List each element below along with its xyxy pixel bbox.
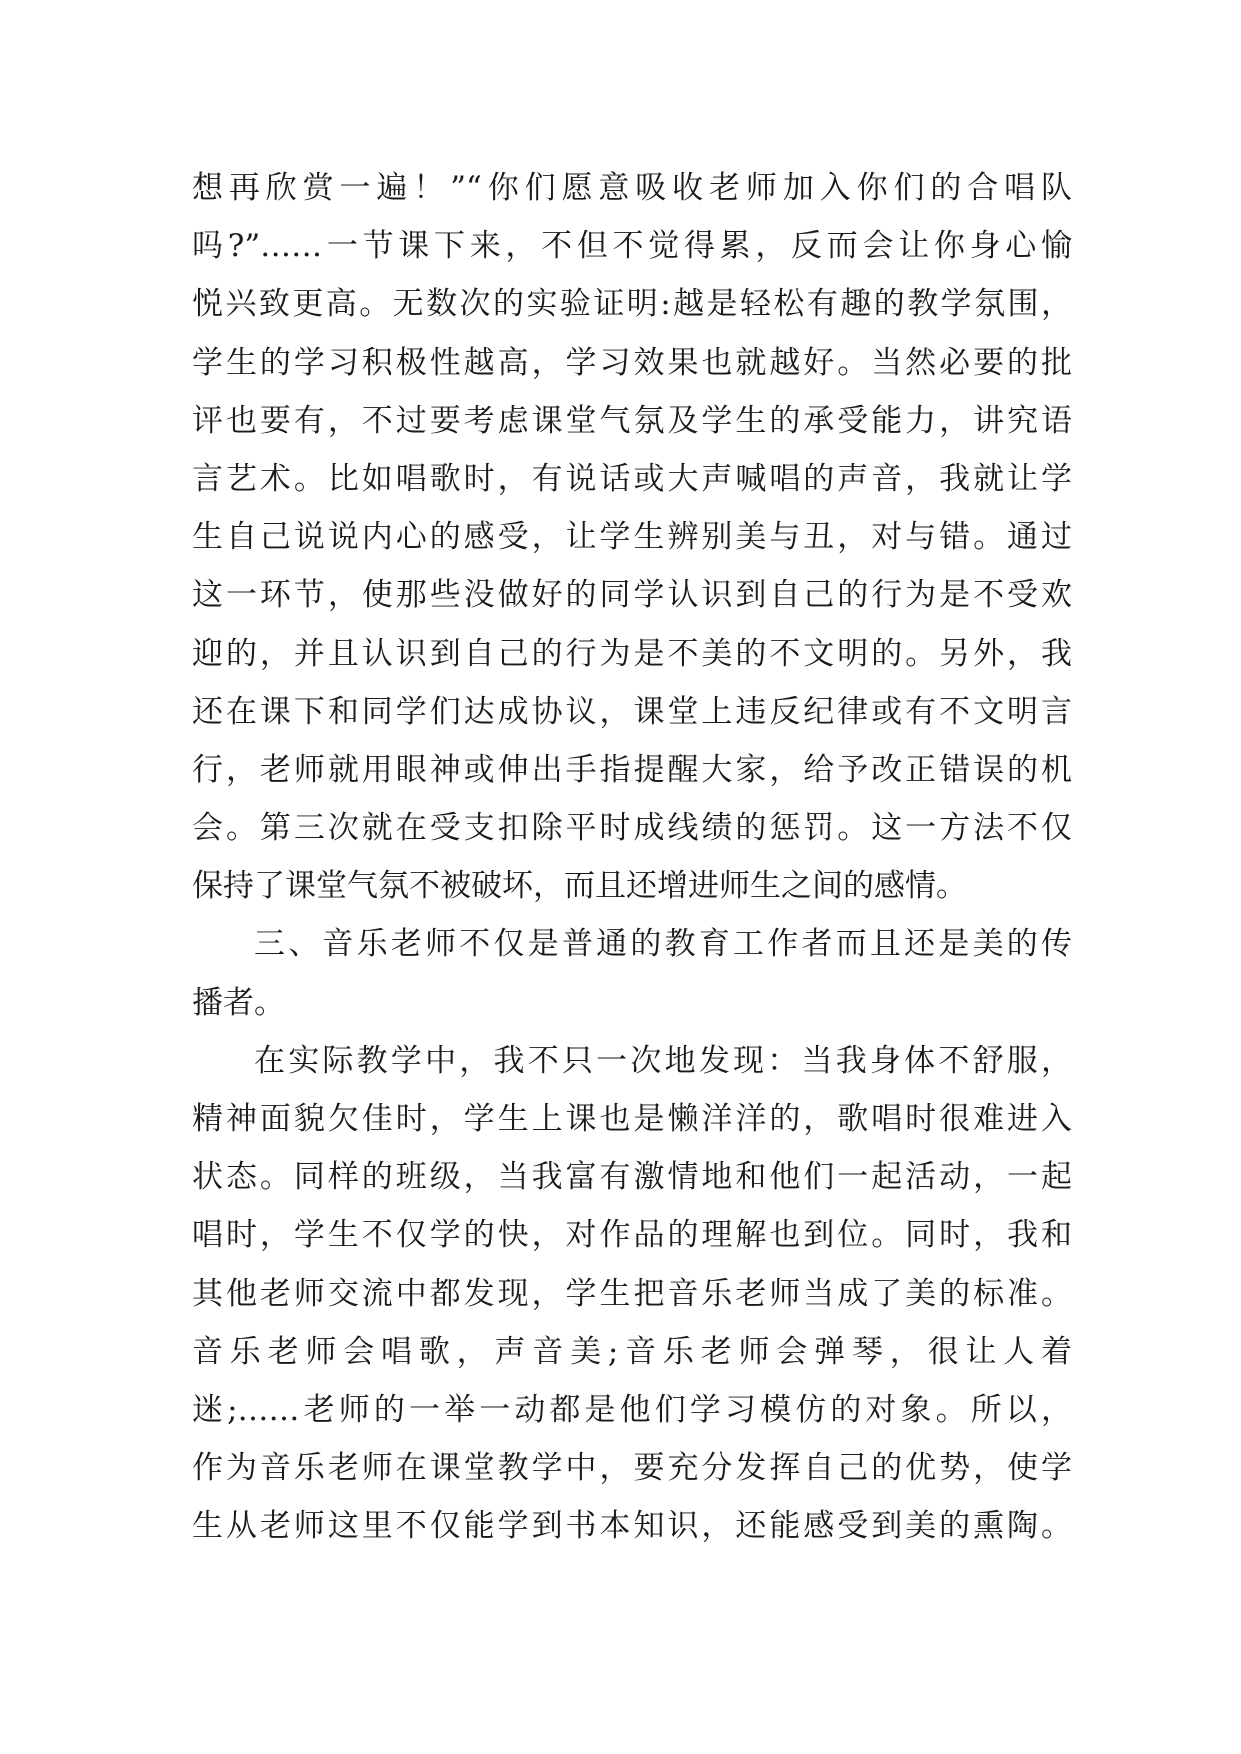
text-line: 行，老师就用眼神或伸出手指提醒大家，给予改正错误的机	[192, 751, 1072, 788]
text-line: 吗?”……一节课下来，不但不觉得累，反而会让你身心愉	[192, 228, 1072, 265]
text-line: 学生的学习积极性越高，学习效果也就越好。当然必要的批	[192, 344, 1072, 381]
text-line: 悦兴致更高。无数次的实验证明:越是轻松有趣的教学氛围，	[192, 286, 1072, 323]
text-line: 其他老师交流中都发现，学生把音乐老师当成了美的标准。	[192, 1275, 1072, 1312]
text-line: 精神面貌欠佳时，学生上课也是懒洋洋的，歌唱时很难进入	[192, 1101, 1072, 1137]
text-line: 唱时，学生不仅学的快，对作品的理解也到位。同时，我和	[192, 1217, 1072, 1254]
text-line: 生自己说说内心的感受，让学生辨别美与丑，对与错。通过	[192, 519, 1072, 556]
text-line: 还在课下和同学们达成协议，课堂上违反纪律或有不文明言	[192, 693, 1072, 730]
text-line: 言艺术。比如唱歌时，有说话或大声喊唱的声音，我就让学	[192, 460, 1072, 497]
text-line: 迎的，并且认识到自己的行为是不美的不文明的。另外，我	[192, 635, 1072, 672]
text-line: 在实际教学中，我不只一次地发现：当我身体不舒服，	[254, 1042, 1072, 1079]
body-text	[192, 159, 1072, 1556]
text-line: 想再欣赏一遍！”“你们愿意吸收老师加入你们的合唱队	[192, 170, 1072, 206]
text-line: 三、音乐老师不仅是普通的教育工作者而且还是美的传	[254, 926, 1072, 963]
text-line: 保持了课堂气氛不被破坏，而且还增进师生之间的感情。	[192, 868, 967, 905]
text-line: 作为音乐老师在课堂教学中，要充分发挥自己的优势，使学	[192, 1450, 1072, 1487]
text-line: 生从老师这里不仅能学到书本知识，还能感受到美的熏陶。	[192, 1508, 1072, 1545]
text-line: 播者。	[192, 984, 285, 1021]
text-line: 音乐老师会唱歌，声音美;音乐老师会弹琴，很让人着	[192, 1333, 1072, 1370]
text-line: 会。第三次就在受支扣除平时成线绩的惩罚。这一方法不仅	[192, 810, 1072, 847]
text-line: 这一环节，使那些没做好的同学认识到自己的行为是不受欢	[192, 577, 1072, 614]
text-line: 迷;……老师的一举一动都是他们学习模仿的对象。所以，	[192, 1391, 1072, 1428]
text-line: 评也要有，不过要考虑课堂气氛及学生的承受能力，讲究语	[192, 402, 1072, 439]
text-line: 状态。同样的班级，当我富有激情地和他们一起活动，一起	[192, 1159, 1072, 1196]
